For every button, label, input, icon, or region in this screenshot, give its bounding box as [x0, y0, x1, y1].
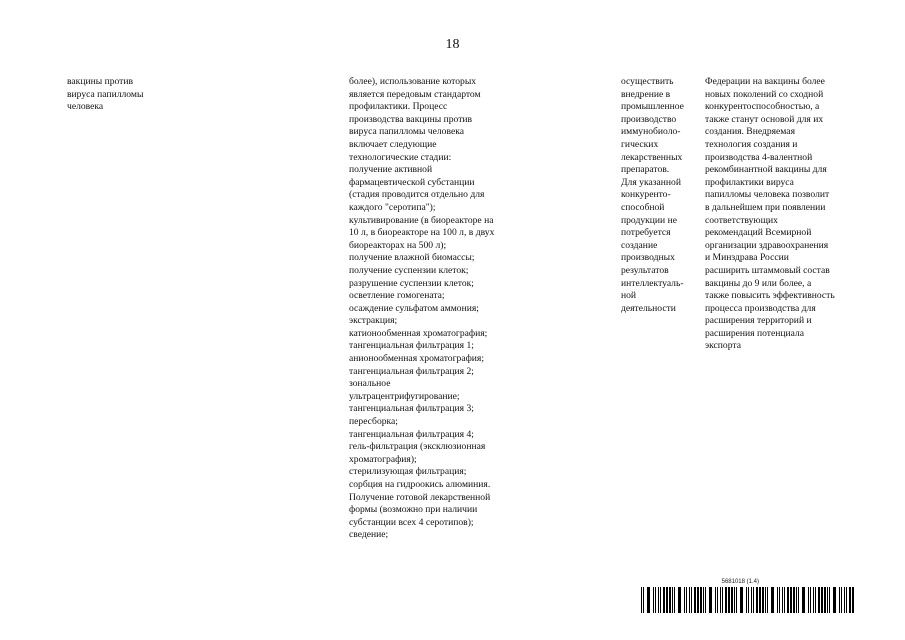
text-line: получение влажной биомассы;: [349, 252, 475, 264]
page-number: 18: [445, 37, 460, 52]
text-line: вакцины против: [67, 76, 134, 87]
barcode-bar: [821, 587, 823, 613]
barcode-bar: [731, 587, 733, 613]
barcode-bar: [740, 587, 743, 613]
barcode-bar: [833, 587, 836, 613]
column-4: [705, 76, 865, 353]
text-line: получение суспензии клеток;: [349, 264, 469, 276]
barcode-bar: [643, 587, 644, 613]
barcode-bar: [844, 587, 845, 613]
text-line: зональное: [349, 378, 391, 390]
text-line: тангенциальная фильтрация 4;: [349, 428, 474, 440]
text-line: организации здравоохранения: [705, 239, 829, 251]
barcode-bar: [756, 587, 758, 613]
barcode-bar: [802, 587, 805, 613]
barcode-bar: [751, 587, 752, 613]
barcode-bar: [818, 587, 820, 613]
barcode-bar: [660, 587, 661, 613]
text-line: Для указанной: [621, 176, 681, 188]
barcode-bar: [722, 587, 723, 613]
text-line: препаратов.: [621, 164, 670, 176]
text-line: формы (возможно при наличии: [349, 504, 478, 516]
text-line: конкуренто-: [621, 189, 671, 201]
barcode-bar: [691, 587, 692, 613]
text-line: осаждение сульфатом аммония;: [349, 302, 479, 314]
barcode-bar: [852, 587, 854, 613]
barcode-bar: [839, 587, 840, 613]
barcode-bar: [658, 587, 659, 613]
text-line: хроматография);: [349, 453, 417, 465]
text-line: папилломы человека позволит: [705, 189, 830, 201]
text-line: Получение готовой лекарственной: [349, 491, 491, 503]
text-line: катионообменная хроматография;: [349, 327, 488, 339]
text-line: также повысить эффективность: [705, 290, 835, 302]
text-line: гических: [621, 138, 659, 150]
text-line: культивирование (в биореакторе на: [349, 214, 494, 226]
text-line: каждого "серотипа");: [349, 201, 436, 213]
barcode-bar: [759, 587, 761, 613]
text-line: рекомендаций Всемирной: [705, 227, 812, 239]
barcode-bar: [782, 587, 783, 613]
text-line: также станут основой для их: [705, 113, 824, 125]
barcode-bar: [810, 587, 811, 613]
text-line: иммунобиоло-: [621, 126, 681, 138]
text-line: вакцины до 9 или более, а: [705, 277, 812, 289]
barcode-bar: [827, 587, 828, 613]
text-line: создание: [621, 239, 658, 251]
barcode-bar: [796, 587, 797, 613]
text-line: субстанции всех 4 серотипов);: [349, 516, 474, 528]
text-line: результатов: [621, 264, 669, 276]
text-line: стерилизующая фильтрация;: [349, 466, 467, 478]
text-line: потребуется: [621, 227, 671, 239]
text-line: осуществить: [621, 76, 674, 87]
text-line: интеллектуаль-: [621, 277, 684, 289]
barcode-bar: [777, 587, 778, 613]
barcode-bar: [779, 587, 780, 613]
text-line: Федерации на вакцины более: [705, 76, 825, 87]
barcode-bar: [715, 587, 716, 613]
barcode-bar: [678, 587, 681, 613]
barcode-bar: [720, 587, 721, 613]
text-line: тангенциальная фильтрация 2;: [349, 365, 474, 377]
text-line: анионообменная хроматография;: [349, 353, 485, 365]
text-line: конкурентоспособностью, а: [705, 101, 820, 113]
barcode-bar: [753, 587, 754, 613]
text-line: расширения территорий и: [705, 315, 812, 327]
barcode-bar: [674, 587, 675, 613]
text-line: экспорта: [705, 340, 741, 352]
text-line: вируса папилломы человека: [349, 126, 464, 138]
text-line: тангенциальная фильтрация 3;: [349, 403, 474, 415]
text-line: осветление гомогената;: [349, 290, 445, 302]
text-line: гель-фильтрация (эксклюзионная: [349, 441, 486, 453]
barcode-bar: [728, 587, 730, 613]
text-line: производства 4-валентной: [705, 151, 813, 163]
text-line: разрушение суспензии клеток;: [349, 277, 474, 289]
barcode-bar: [808, 587, 809, 613]
barcode-bar: [694, 587, 696, 613]
barcode-bar: [669, 587, 671, 613]
barcode-bar: [790, 587, 792, 613]
barcode-bar: [689, 587, 690, 613]
text-line: технологические стадии:: [349, 151, 452, 163]
text-line: тангенциальная фильтрация 1;: [349, 340, 474, 352]
barcode-bar: [824, 587, 826, 613]
text-line: внедрение в: [621, 88, 671, 100]
text-line: производных: [621, 252, 675, 264]
barcode-label: 5681018 (1.4): [721, 579, 759, 585]
barcode-bar: [846, 587, 847, 613]
barcode-bar: [647, 587, 650, 613]
barcode-bar: [705, 587, 706, 613]
text-line: производство: [621, 113, 677, 125]
text-line: экстракция;: [349, 315, 398, 327]
barcode-bar: [684, 587, 685, 613]
barcode-bar: [841, 587, 842, 613]
text-line: рекомбинантной вакцины для: [705, 164, 827, 176]
text-line: профилактики. Процесс: [349, 101, 448, 113]
text-line: создания. Внедряемая: [705, 126, 795, 138]
barcode-bar: [787, 587, 789, 613]
barcode-bar: [655, 587, 656, 613]
barcode-bar: [798, 587, 799, 613]
barcode-bar: [697, 587, 699, 613]
barcode-icon: [641, 587, 855, 613]
barcode-bar: [641, 587, 642, 613]
barcode-bar: [734, 587, 735, 613]
column-3: [621, 76, 693, 315]
barcode-bar: [736, 587, 737, 613]
text-line: сведение;: [349, 529, 389, 541]
text-line: расширения потенциала: [705, 327, 805, 339]
text-line: получение активной: [349, 164, 433, 176]
text-line: человека: [67, 101, 104, 113]
text-line: производства вакцины против: [349, 113, 473, 125]
text-line: процесса производства для: [705, 302, 816, 314]
text-line: 10 л, в биореакторе на 100 л, в двух: [349, 227, 495, 239]
text-line: новых поколений со сходной: [705, 88, 824, 100]
text-line: сорбция на гидроокись алюминия.: [349, 479, 491, 490]
barcode-bar: [709, 587, 712, 613]
text-line: деятельности: [621, 302, 676, 314]
barcode-bar: [765, 587, 766, 613]
barcode-bar: [717, 587, 718, 613]
text-line: (стадия проводится отдельно для: [349, 189, 485, 201]
barcode-bar: [815, 587, 816, 613]
text-line: вируса папилломы: [67, 88, 144, 100]
barcode-bar: [700, 587, 702, 613]
barcode-bar: [767, 587, 768, 613]
text-line: лекарственных: [621, 151, 683, 163]
text-line: технология создания и: [705, 138, 798, 150]
text-line: ультрацентрифугирование;: [349, 390, 460, 402]
barcode-bar: [748, 587, 749, 613]
column-1: [67, 76, 177, 114]
text-line: и Минздрава России: [705, 252, 789, 264]
barcode-bar: [829, 587, 830, 613]
barcode-bar: [793, 587, 795, 613]
barcode-bar: [746, 587, 747, 613]
text-line: способной: [621, 201, 665, 213]
barcode-bar: [725, 587, 727, 613]
barcode-bar: [703, 587, 704, 613]
barcode-bar: [663, 587, 665, 613]
text-line: профилактики вируса: [705, 176, 794, 188]
text-line: фармацевтической субстанции: [349, 176, 475, 188]
text-line: более), использование которых: [349, 76, 477, 87]
text-line: промышленное: [621, 101, 684, 113]
text-line: пересборка;: [349, 416, 398, 428]
text-line: соответствующих: [705, 214, 778, 226]
text-line: расширить штаммовый состав: [705, 264, 830, 276]
barcode-block: [641, 579, 855, 613]
barcode-bar: [813, 587, 814, 613]
barcode-bar: [771, 587, 774, 613]
text-line: включает следующие: [349, 138, 437, 150]
barcode-bar: [849, 587, 851, 613]
barcode-bar: [686, 587, 687, 613]
barcode-bar: [653, 587, 654, 613]
barcode-bar: [672, 587, 673, 613]
text-line: продукции не: [621, 214, 677, 226]
column-2: [349, 76, 519, 542]
text-line: является передовым стандартом: [349, 88, 481, 100]
text-line: биореакторах на 500 л);: [349, 239, 447, 251]
barcode-bar: [666, 587, 668, 613]
text-line: в дальнейшем при появлении: [705, 201, 826, 213]
barcode-bar: [762, 587, 764, 613]
text-line: ной: [621, 290, 637, 302]
barcode-bar: [784, 587, 785, 613]
